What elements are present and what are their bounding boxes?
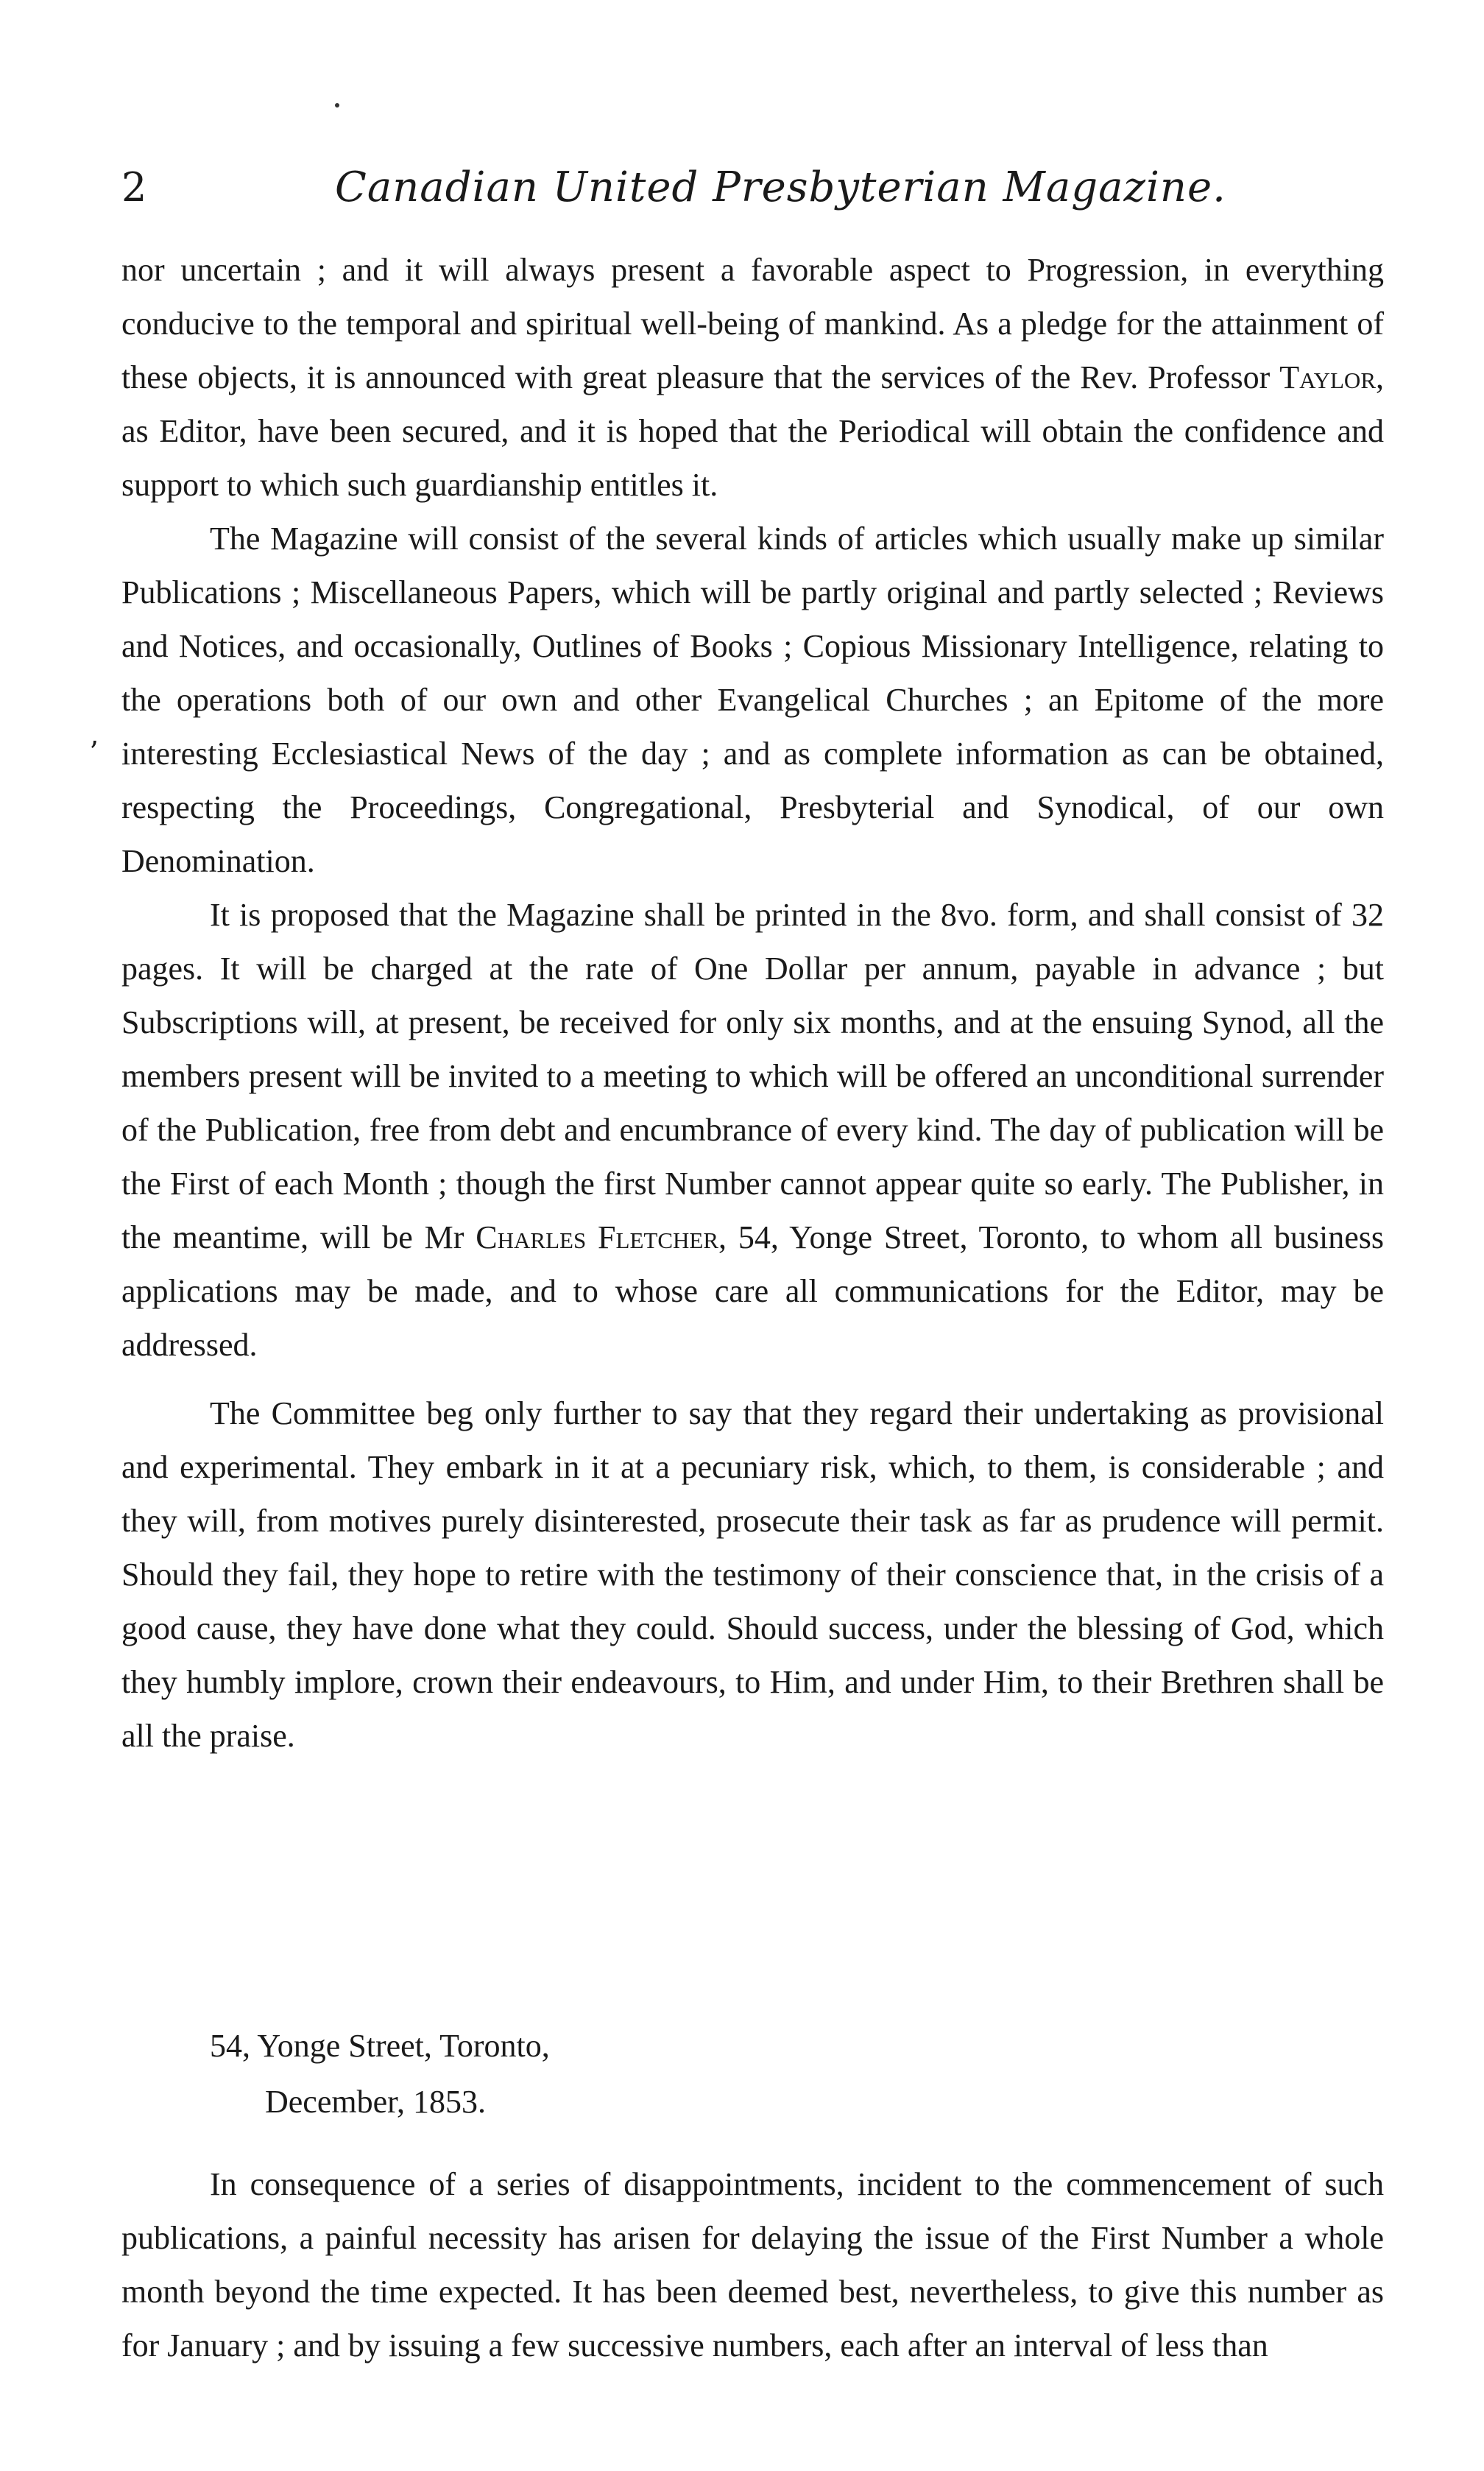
page-header: [121, 162, 1373, 221]
margin-mark: ʼ: [88, 736, 98, 770]
body-text: [121, 243, 1384, 1763]
paragraph: The Committee beg only further to say that they regard their undertaking as provisional and experimental. They embark in it at a pecuniary risk, which, to them, is considerable ; and they will, from motives purely disinterested, prosecute their task as far as prudence will permit. Should they fail, they hope to retire with the testimony of their conscience that, in the crisis of a good cause, they have done what they could. Should success, under the blessing of God, which they humbly implore, crown their endeavours, to Him, and under Him, to their Brethren shall be all the praise.: [121, 1395, 1384, 1754]
paragraph-continued: nor uncertain ; and it will always present a favorable aspect to Progression, in everything conducive to the temporal and spiritual well-being of mankind. As a pledge for the attainment of these objects, it is announced with great pleasure that the services of the Rev. Professor Taylor, as Editor, have been secured, and it is hoped that the Periodical will obtain the confidence and support to which such guardianship entitles it.: [121, 252, 1384, 503]
postscript-paragraph: In consequence of a series of disappointments, incident to the commencement of such publications, a painful necessity has arisen for delaying the issue of the First Number a whole month beyond the time expected. It has been deemed best, nevertheless, to give this number as for January ; and by issuing a few successive numbers, each after an interval of less than: [121, 2166, 1384, 2364]
publisher-name: Charles Fletcher: [476, 1219, 719, 1255]
running-title: Canadian United Presbyterian Magazine.: [335, 163, 1226, 211]
signature-address: 54, Yonge Street, Toronto,: [210, 2028, 550, 2064]
editor-name: Taylor: [1279, 359, 1376, 395]
paragraph: The Magazine will consist of the several kinds of articles which usually make up similar Publications ; Miscellaneous Papers, which will be partly original and partly selected ; Reviews and Notices, and occasionally, Outlines of Books ; Copious Missionary Intelligence, relating to the operations both of our own and other Evangelical Churches ; an Epitome of the more interesting Ecclesiastical News of the day ; and as complete information as can be obtained, respecting the Proceedings, Congregational, Presbyterial and Synodical, of our own Denomination.: [121, 521, 1384, 879]
paragraph: It is proposed that the Magazine shall be printed in the 8vo. form, and shall consist of 32 pages. It will be charged at the rate of One Dollar per annum, payable in advance ; but Subscriptions will, at present, be received for only six months, and at the ensuing Synod, all the members present will be invited to a meeting to which will be offered an unconditional surrender of the Publication, free from debt and encumbrance of every kind. The day of publication will be the First of each Month ; though the first Number cannot appear quite so early. The Publisher, in the meantime, will be Mr Charles Fletcher, 54, Yonge Street, Toronto, to whom all business applications may be made, and to whose care all communications for the Editor, may be addressed.: [121, 897, 1384, 1363]
postscript-text: [121, 2157, 1384, 2372]
print-speck: [335, 103, 339, 107]
signature-date: December, 1853.: [265, 2084, 487, 2120]
page-number: 2: [121, 164, 147, 211]
